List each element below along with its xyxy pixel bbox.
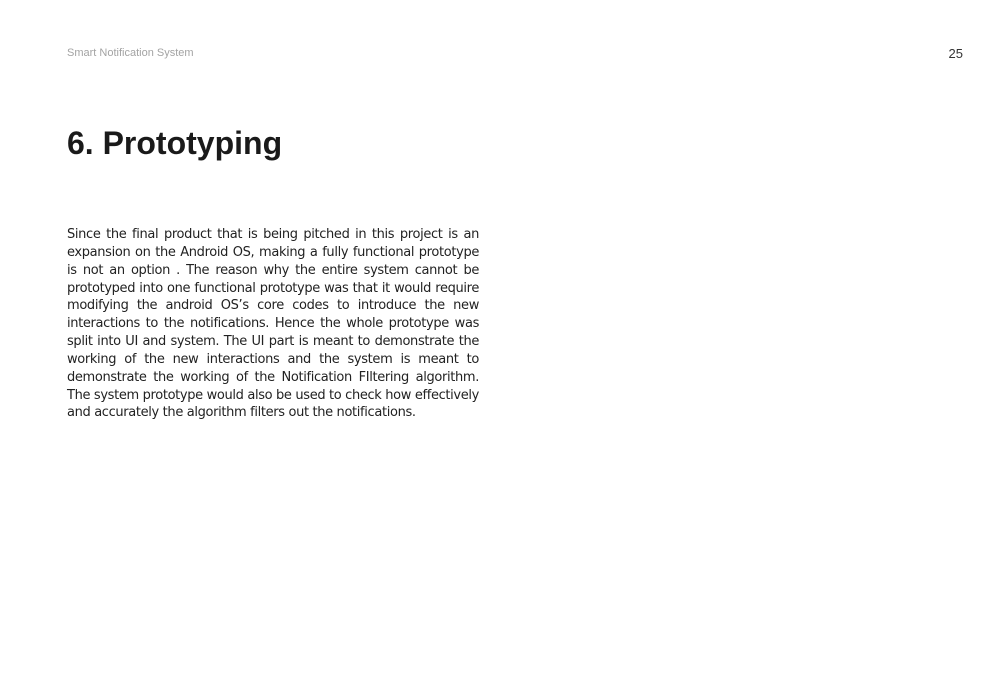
- page-number: 25: [948, 46, 963, 61]
- section-title: 6. Prototyping: [67, 125, 283, 161]
- body-paragraph: Since the final product that is being pitched in this project is an expansion on the Android OS, making a fully functional prototype is not an option . The reason why the entire system cannot be prototyped into one functional prototype was that it would require modifying the android OS’s core codes to introduce the new interactions to the notifications. Hence the whole prototype was split into UI and system. The UI part is meant to demonstrate the working of the new interactions and the system is meant to demonstrate the working of the Notification FIltering algorithm. The system prototype would also be used to check how effectively and accurately the algorithm filters out the notifications.: [67, 227, 479, 421]
- running-header-title: Smart Notification System: [67, 47, 194, 59]
